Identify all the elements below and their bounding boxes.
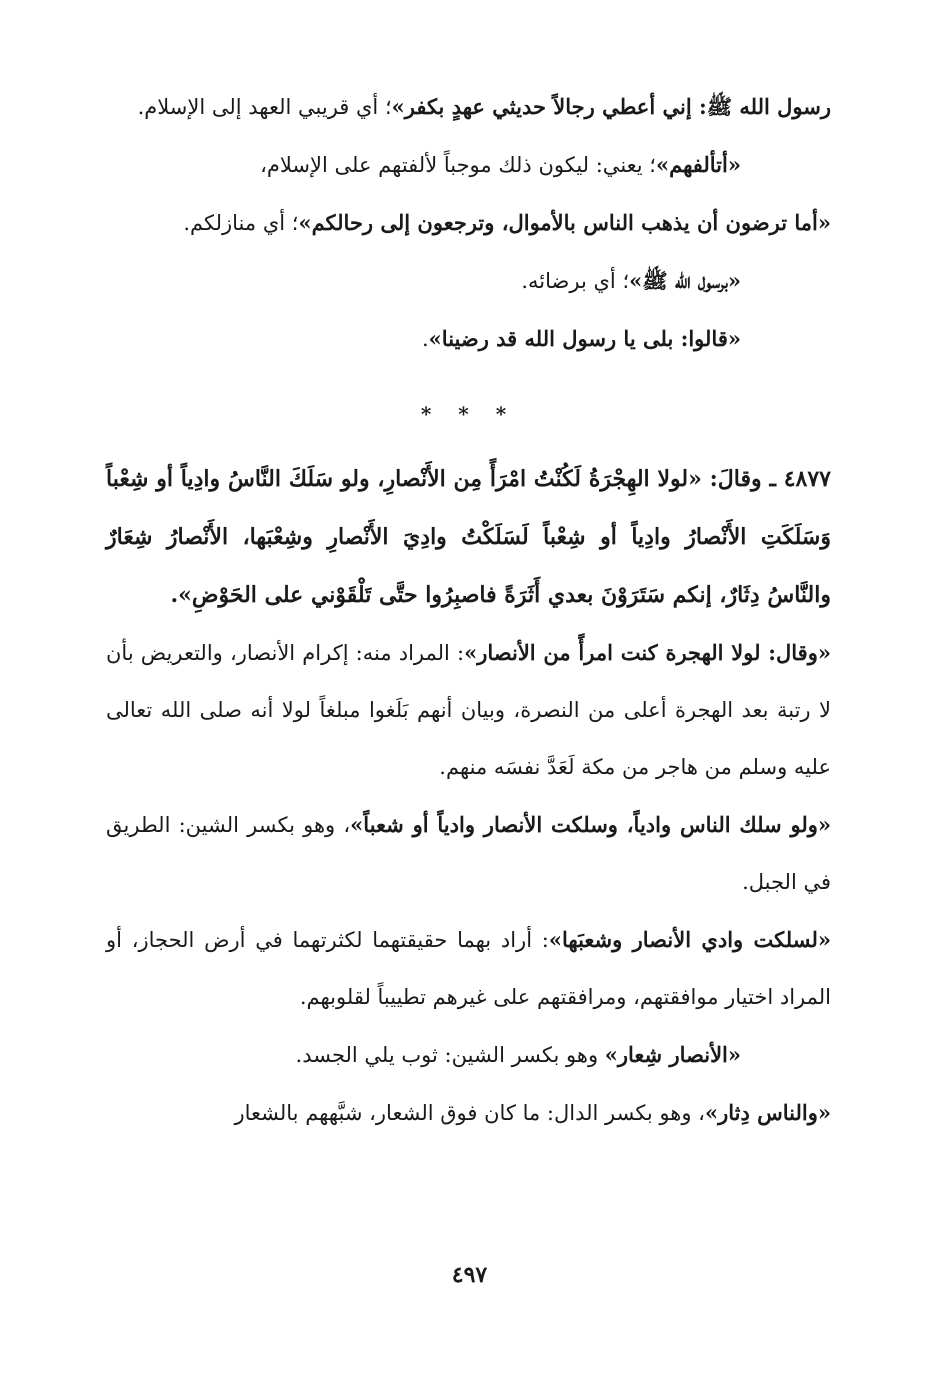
commentary-text: ؛ أي قريبي العهد إلى الإسلام. xyxy=(137,95,392,119)
quote-text: «أما ترضون أن يذهب الناس بالأموال، وترجعون إلى رحالكم» xyxy=(298,210,831,235)
quote-text: «برسول الله ﷺ» xyxy=(629,268,741,293)
paragraph-2 xyxy=(106,136,831,194)
commentary-text: ؛ يعني: ليكون ذلك موجباً لألفتهم على الإسلام، xyxy=(260,153,656,177)
quote-text: «وقال: لولا الهجرة كنت امرأً من الأنصار» xyxy=(464,640,831,665)
page-body xyxy=(106,78,831,1142)
quote-text: «ولو سلك الناس وادياً، وسلكت الأنصار وادياً أو شعباً» xyxy=(350,812,831,837)
paragraph-1 xyxy=(106,78,831,136)
quote-text: «الأنصار شِعار» xyxy=(604,1042,741,1067)
commentary-text: : المراد منه: إكرام الأنصار، والتعريض بأن لا رتبة بعد الهجرة أعلى من النصرة، وبيان أنهم بَلَغوا مبلغاً لولا أنه صلى الله تعالى عليه وسلم من هاجر من مكة لَعَدَّ نفسَه منهم. xyxy=(106,641,831,779)
paragraph-7 xyxy=(106,796,831,911)
quote-text: «أتألفهم» xyxy=(655,152,741,177)
commentary-text: : أراد بهما حقيقتهما لكثرتهما في أرض الحجاز، أو المراد اختيار موافقتهم، ومرافقتهم على غيرهم تطييباً لقلوبهم. xyxy=(106,928,831,1009)
paragraph-6 xyxy=(106,624,831,796)
commentary-text: وهو بكسر الشين: ثوب يلي الجسد. xyxy=(295,1043,605,1067)
hadith-text: ٤٨٧٧ ـ وقالَ: «لولا الهِجْرَةُ لَكُنْتُ امْرَأً مِن الأَنْصارِ، ولو سَلَكَ النَّاسُ وادِياً أو شِعْباً وَسَلَكَتِ الأَنْصارُ وادِياً أو شِعْباً لَسَلَكْتُ وادِيَ الأَنْصارِ وشِعْبَها، الأَنْصارُ شِعَارٌ والنَّاسُ دِثَارٌ، إنكم سَتَرَوْنَ بعدي أَثَرَةً فاصبِرُوا حتَّى تَلْقَوْني على الحَوْضِ». xyxy=(106,466,831,608)
paragraph-4 xyxy=(106,252,831,310)
quote-text: «لسلكت وادي الأنصار وشعبَها» xyxy=(548,927,831,952)
commentary-text: . xyxy=(421,327,429,351)
quote-text: «قالوا: بلى يا رسول الله قد رضينا» xyxy=(428,326,741,351)
paragraph-8 xyxy=(106,911,831,1026)
paragraph-3 xyxy=(106,194,831,252)
quote-text: «والناس دِثار» xyxy=(704,1100,831,1125)
commentary-text: ، وهو بكسر الدال: ما كان فوق الشعار، شبَّههم بالشعار xyxy=(234,1101,705,1125)
paragraph-5 xyxy=(106,310,831,368)
commentary-text: ؛ أي برضائه. xyxy=(521,269,630,293)
page-number: ٤٩٧ xyxy=(451,1262,488,1288)
paragraph-10 xyxy=(106,1084,831,1142)
commentary-text: ، وهو بكسر الشين: الطريق في الجبل. xyxy=(106,813,831,894)
quote-text: رسول الله ﷺ: إني أعطي رجالاً حديثي عهدٍ بكفر» xyxy=(391,94,831,119)
paragraph-9 xyxy=(106,1026,831,1084)
section-separator: * * * xyxy=(420,402,517,426)
commentary-text: ؛ أي منازلكم. xyxy=(183,211,299,235)
